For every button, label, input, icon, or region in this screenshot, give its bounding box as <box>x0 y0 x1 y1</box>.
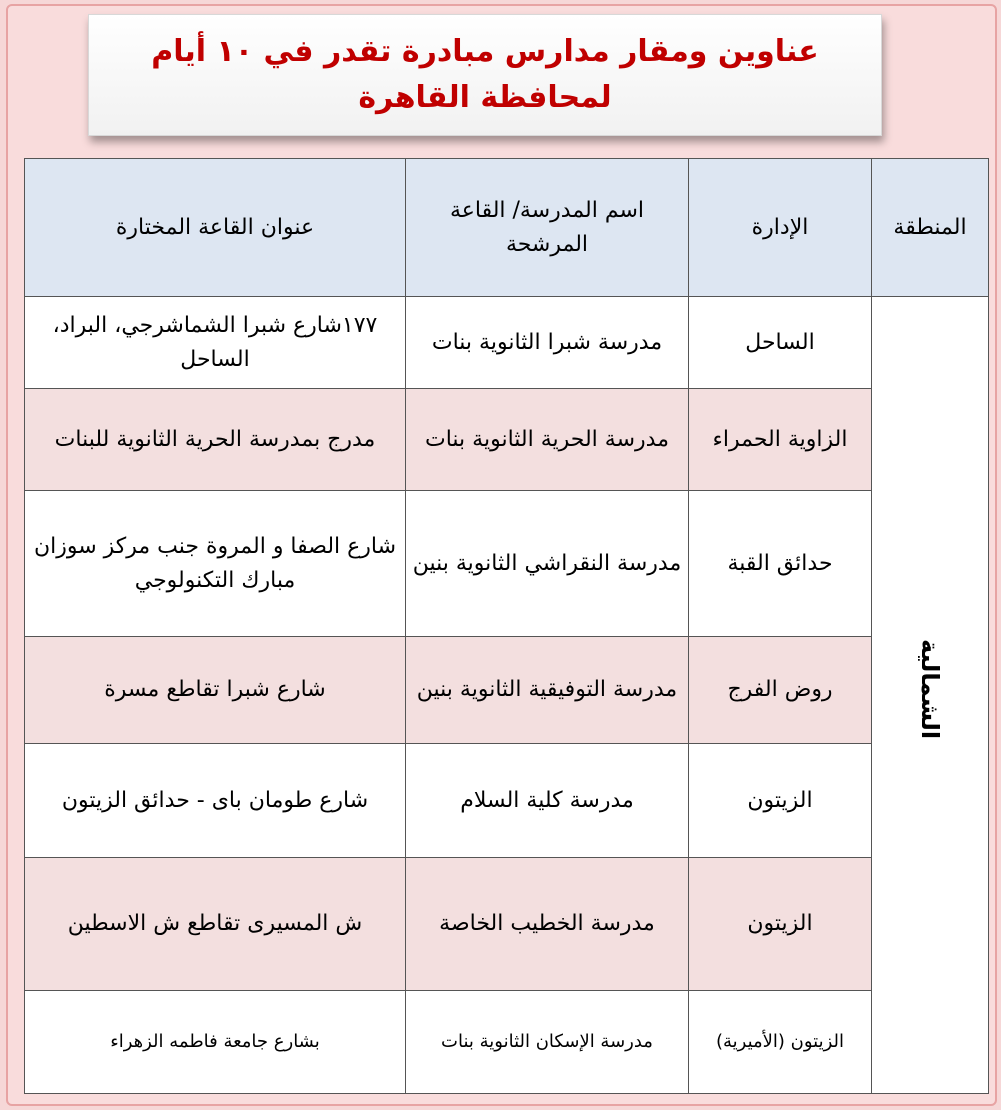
schools-table <box>24 158 989 1094</box>
table-row <box>25 491 989 637</box>
table-row <box>25 297 989 389</box>
administration-cell: حدائق القبة <box>689 491 872 637</box>
school-cell: مدرسة شبرا الثانوية بنات <box>406 297 689 389</box>
address-cell: مدرج بمدرسة الحرية الثانوية للبنات <box>25 389 406 491</box>
table-row <box>25 637 989 744</box>
address-cell: بشارع جامعة فاطمه الزهراء <box>25 991 406 1094</box>
address-cell: شارع شبرا تقاطع مسرة <box>25 637 406 744</box>
region-cell <box>872 297 989 1094</box>
school-cell: مدرسة التوفيقية الثانوية بنين <box>406 637 689 744</box>
administration-cell: الزيتون (الأميرية) <box>689 991 872 1094</box>
header-row <box>25 159 989 297</box>
table-row <box>25 991 989 1094</box>
administration-cell: الزيتون <box>689 858 872 991</box>
administration-cell: الساحل <box>689 297 872 389</box>
title-line-2: لمحافظة القاهرة <box>358 80 612 115</box>
administration-cell: روض الفرج <box>689 637 872 744</box>
table-row <box>25 389 989 491</box>
address-cell: ١٧٧شارع شبرا الشماشرجي، البراد، الساحل <box>25 297 406 389</box>
school-cell: مدرسة كلية السلام <box>406 744 689 858</box>
address-cell: شارع طومان باى - حدائق الزيتون <box>25 744 406 858</box>
region-name: الشمالية <box>916 639 944 740</box>
header-school: اسم المدرسة/ القاعة المرشحة <box>406 159 689 297</box>
school-cell: مدرسة الإسكان الثانوية بنات <box>406 991 689 1094</box>
title-banner <box>88 14 882 136</box>
address-cell: ش المسيرى تقاطع ش الاسطين <box>25 858 406 991</box>
header-region: المنطقة <box>872 159 989 297</box>
administration-cell: الزيتون <box>689 744 872 858</box>
title-line-1: عناوين ومقار مدارس مبادرة تقدر في ١٠ أيام <box>151 34 819 69</box>
administration-cell: الزاوية الحمراء <box>689 389 872 491</box>
table-row <box>25 744 989 858</box>
school-cell: مدرسة النقراشي الثانوية بنين <box>406 491 689 637</box>
school-cell: مدرسة الخطيب الخاصة <box>406 858 689 991</box>
table-row <box>25 858 989 991</box>
address-cell: شارع الصفا و المروة جنب مركز سوزان مبارك التكنولوجي <box>25 491 406 637</box>
school-cell: مدرسة الحرية الثانوية بنات <box>406 389 689 491</box>
header-administration: الإدارة <box>689 159 872 297</box>
header-address: عنوان القاعة المختارة <box>25 159 406 297</box>
